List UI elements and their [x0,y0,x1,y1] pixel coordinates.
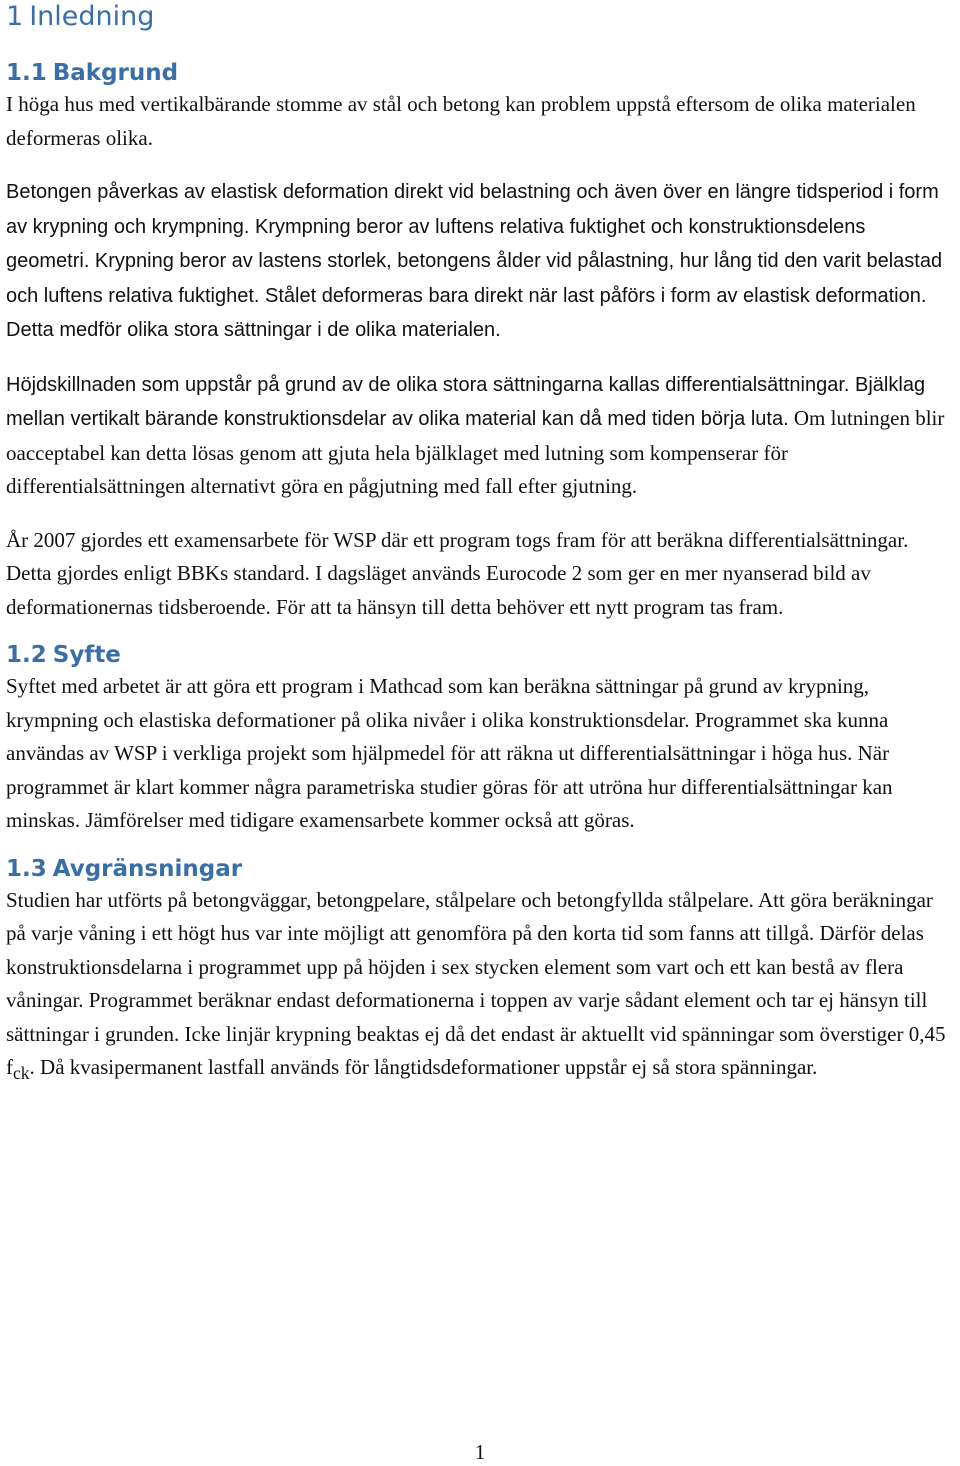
section-title: Bakgrund [52,60,179,86]
paragraph-part: Detta medför olika stora sättningar i de olika materialen. [6,319,501,341]
section-title: Avgränsningar [52,855,243,882]
paragraph [6,368,954,504]
paragraph: År 2007 gjordes ett examensarbete för WSP där ett program togs fram för att beräkna differentialsättningar. Detta gjordes enligt BBKs standard. I dagsläget används Eurocode 2 som ger en mer nyanserad bild av deformationernas tidsberoende. För att ta hänsyn till detta behöver ett nytt program tas fram. [6,527,909,619]
paragraph-part: Om lutningen blir oacceptabel kan detta lösas genom att gjuta hela bjälklaget med lutning som kompenserar för differentialsättningen alternativt göra en pågjutning med fall efter gjutning. [6,406,945,498]
section-heading-syfte [6,640,954,670]
chapter-number: 1 [6,1,24,32]
section-number: 1.2 [6,642,47,668]
paragraph-part: Studien har utförts på betongväggar, betongpelare, stålpelare och betongfyllda stålpelare. Att göra beräkningar på varje våning i ett högt hus var inte möjligt att genomföra på den korta tid som fanns att tillgå. Därför delas konstruktionsdelarna i programmet upp på höjden i sex stycken element som vart och ett kan bestå av flera våningar. Programmet beräknar endast deformationerna i toppen av varje sådant element och tar ej hänsyn till sättningar i grunden. Icke linjär krypning beaktas ej då det endast är aktuellt vid spänningar som överstiger 0,45 f [6,887,946,1079]
paragraph: I höga hus med vertikalbärande stomme av stål och betong kan problem uppstå eftersom de olika materialen deformeras olika. [6,92,916,150]
chapter-heading [6,0,954,34]
section-number: 1.3 [6,855,47,882]
subscript: ck [13,1063,30,1084]
paragraph-part: Betongen påverkas av elastisk deformation direkt vid belastning och även över en längre tidsperiod i form av krypning och krympning. Krympning beror av luftens relativa fuktighet och konstruktionsdelens geometri. Krypning beror av lastens storlek, betongens ålder vid pålastning, hur lång tid den varit belastad och luftens relativa fuktighet. Stålet deformeras bara direkt när last påförs i form av elastisk deformation. [6,181,943,307]
paragraph [6,884,954,1091]
section-heading-avgransningar [6,854,954,884]
section-number: 1.1 [6,60,47,86]
page-number: 1 [474,1440,486,1464]
paragraph [6,175,954,348]
paragraph: Syftet med arbetet är att göra ett program i Mathcad som kan beräkna sättningar på grund av krypning, krympning och elastiska deformationer på olika nivåer i olika konstruktionsdelar. Programmet ska kunna användas av WSP i verkliga projekt som hjälpmedel för att räkna ut differentialsättningar i höga hus. När programmet är klart kommer några parametriska studier göras för att utröna hur differentialsättningar kan minskas. Jämförelser med tidigare examensarbete kommer också att göras. [6,674,893,832]
paragraph-part: . Då kvasipermanent lastfall används för långtidsdeformationer uppstår ej så stora spänningar. [29,1055,818,1079]
chapter-title: Inledning [29,1,155,32]
paragraph-part: Höjdskillnaden som uppstår på grund av de olika stora sättningarna kallas differentialsättningar. Bjälklag mellan vertikalt bärande konstruktionsdelar av olika material kan då med tiden börja luta. [6,373,926,430]
section-heading-bakgrund [6,58,954,88]
section-title: Syfte [52,642,121,668]
